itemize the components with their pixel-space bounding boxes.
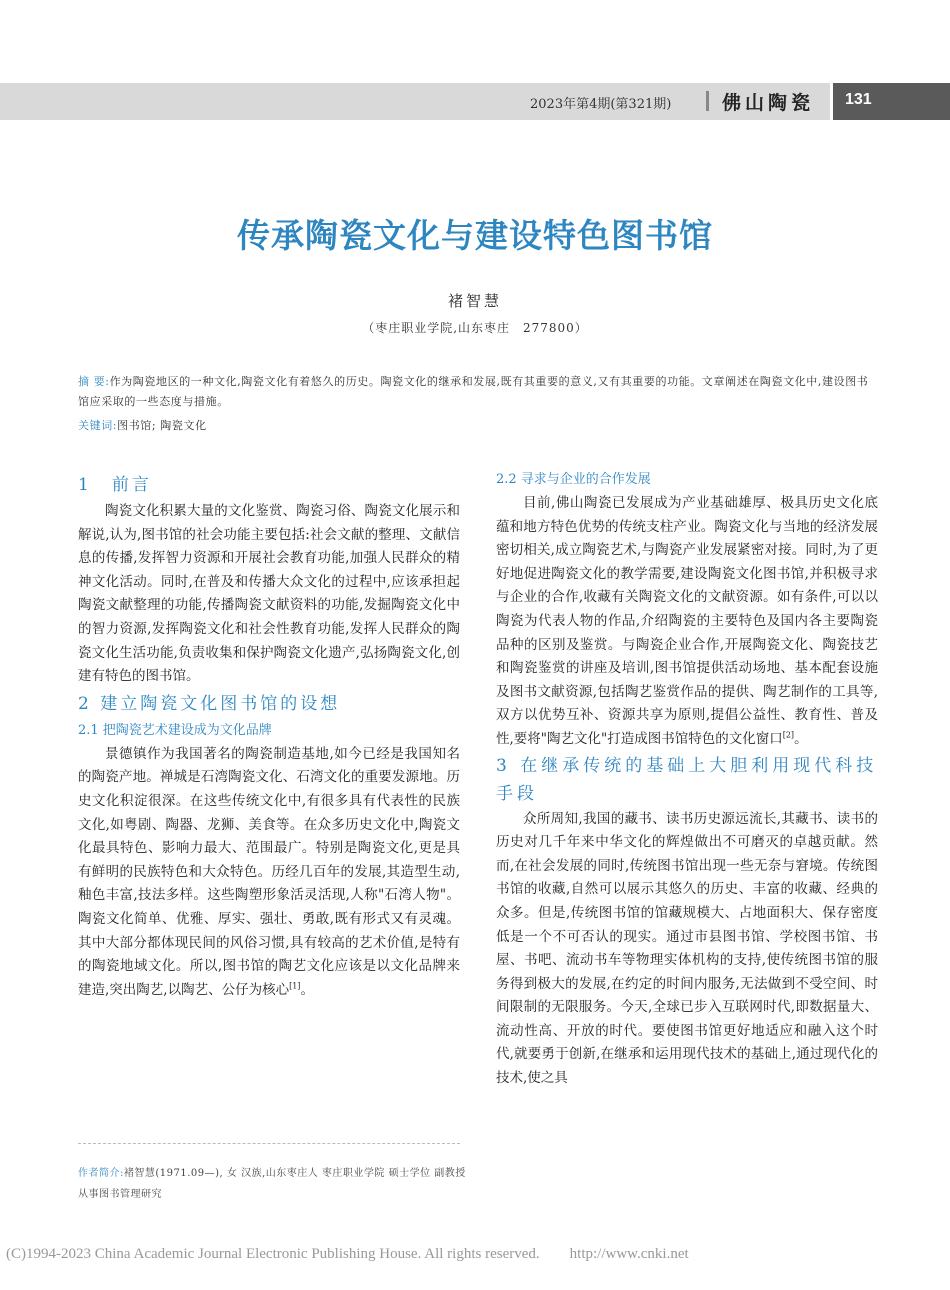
section-2-2-text: 目前,佛山陶瓷已发展成为产业基础雄厚、极具历史文化底蕴和地方特色优势的传统支柱产业。陶瓷文化与当地的经济发展密切相关,成立陶瓷艺术,与陶瓷产业发展紧密对接。同时,为了更好地促进陶瓷文化的教学需要,建设陶瓷文化图书馆,并积极寻求与企业的合作,收藏有关陶瓷文化的文献资源。如有条件,可以以陶瓷为代表人物的作品,介绍陶瓷的主要特色及国内各主要陶瓷品种的区别及鉴赏。与陶瓷企业合作,开展陶瓷文化、陶瓷技艺和陶瓷鉴赏的讲座及培训,图书馆提供活动场地、基本配套设施及图书文献资源,包括陶艺鉴赏作品的提供、陶艺制作的工具等,双方以优势互补、资源共享为原则,提倡公益性、教育性、普及性,要将"陶艺文化"打造成图书馆特色的文化窗口 [496, 495, 878, 747]
section-1-paragraph: 陶瓷文化积累大量的文化鉴赏、陶瓷习俗、陶瓷文化展示和解说,认为,图书馆的社会功能主要包括:社会文献的整理、文献信息的传播,发挥智力资源和开展社会教育功能,加强人民群众的精神文化活动。同时,在普及和传播大众文化的过程中,应该承担起陶瓷文献整理的功能,传播陶瓷文献资料的功能,发掘陶瓷文化中的智力资源,发挥陶瓷文化和社会性教育功能,发挥人民群众的陶瓷文化生活功能,负责收集和保护陶瓷文化遗产,弘扬陶瓷文化,创建有特色的图书馆。 [78, 503, 460, 685]
section-2-1-heading: 2.1 把陶瓷艺术建设成为文化品牌 [78, 722, 272, 738]
author-affiliation: （枣庄职业学院,山东枣庄 277800） [362, 321, 588, 335]
section-2-heading: 2 建立陶瓷文化图书馆的设想 [78, 693, 341, 714]
abstract-label: 摘 要: [78, 375, 110, 388]
citation-2: [2] [782, 730, 795, 740]
copyright-notice: (C)1994-2023 China Academic Journal Electronic Publishing House. All rights reserved. http://www.cnki.net [6, 1246, 689, 1262]
footnote-label: 作者简介: [78, 1168, 124, 1179]
left-column [78, 470, 460, 1002]
footnote-text: 褚智慧(1971.09—), 女 汉族,山东枣庄人 枣庄职业学院 硕士学位 副教授 从事图书管理研究 [78, 1168, 466, 1200]
abstract-text: 作为陶瓷地区的一种文化,陶瓷文化有着悠久的历史。陶瓷文化的继承和发展,既有其重要的意义,又有其重要的功能。文章阐述在陶瓷文化中,建设图书馆应采取的一些态度与措施。 [78, 375, 869, 408]
section-2-1-end: 。 [300, 981, 314, 998]
abstract [78, 372, 878, 412]
section-3-heading: 3 在继承传统的基础上大胆利用现代科技手段 [496, 755, 878, 804]
author-footnote [78, 1163, 468, 1205]
journal-name: 佛山陶瓷 [722, 92, 815, 114]
running-header [0, 83, 950, 120]
footnote-divider [78, 1143, 460, 1144]
header-divider [706, 91, 709, 111]
keywords-text: 图书馆; 陶瓷文化 [117, 419, 207, 432]
issue-info: 2023年第4期(第321期) [530, 97, 672, 112]
right-column [496, 470, 878, 1091]
section-1-heading: 1 前言 [78, 475, 152, 495]
section-2-1-paragraph [78, 743, 460, 1003]
keywords [78, 417, 207, 433]
section-2-2-heading: 2.2 寻求与企业的合作发展 [496, 472, 651, 487]
section-2-2-paragraph [496, 492, 878, 752]
keywords-label: 关键词: [78, 419, 118, 432]
citation-1: [1] [289, 981, 301, 991]
page-number-box [830, 83, 950, 120]
section-2-1-text: 景德镇作为我国著名的陶瓷制造基地,如今已经是我国知名的陶瓷产地。禅城是石湾陶瓷文化、石湾文化的重要发源地。历史文化积淀很深。在这些传统文化中,有很多具有代表性的民族文化,如粤剧、陶器、龙狮、美食等。在众多历史文化中,陶瓷文化最具特色、影响力最大、范围最广。特别是陶瓷文化,更是具有鲜明的民族特色和大众特色。历经几百年的发展,其造型生动,釉色丰富,技法多样。这些陶塑形象活灵活现,人称"石湾人物"。陶瓷文化简单、优雅、厚实、强壮、勇敢,既有形式又有灵魂。其中大部分都体现民间的风俗习惯,具有较高的艺术价值,是特有的陶瓷地域文化。所以,图书馆的陶艺文化应该是以文化品牌来建造,突出陶艺,以陶艺、公仔为核心 [78, 745, 460, 998]
article-title: 传承陶瓷文化与建设特色图书馆 [237, 216, 713, 255]
author-name: 褚智慧 [447, 292, 502, 310]
section-2-2-end: 。 [794, 730, 808, 747]
section-3-paragraph: 众所周知,我国的藏书、读书历史源远流长,其藏书、读书的历史对几千年来中华文化的辉煌做出不可磨灭的卓越贡献。然而,在社会发展的同时,传统图书馆出现一些无奈与窘境。传统图书馆的收藏,自然可以展示其悠久的历史、丰富的收藏、经典的众多。但是,传统图书馆的馆藏规模大、占地面积大、保存密度低是一个不可否认的现实。通过市县图书馆、学校图书馆、书屋、书吧、流动书车等物理实体机构的支持,使传统图书馆的服务得到极大的发展,在约定的时间内服务,无法做到不受空间、时间限制的无限服务。今天,全球已步入互联网时代,即数据量大、流动性高、开放的时代。要使图书馆更好地适应和融入这个时代,就要勇于创新,在继承和运用现代技术的基础上,通过现代化的技术,使之具 [496, 810, 878, 1087]
page-number: 131 [845, 91, 872, 108]
